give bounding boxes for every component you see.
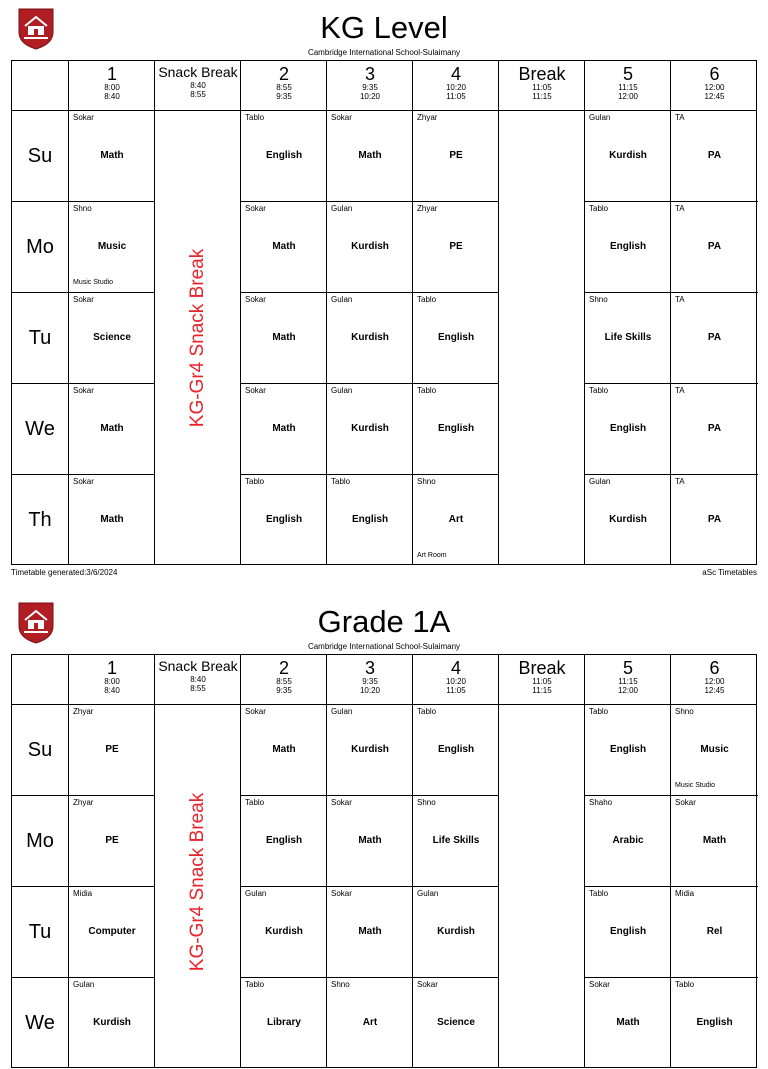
period-header [241, 655, 327, 695]
lesson-cell [671, 111, 758, 202]
subject-name: English [609, 422, 647, 434]
period-start-time: 12:00 [704, 677, 725, 686]
lesson-cell [671, 202, 758, 293]
lesson-cell [241, 293, 327, 384]
period-label: 6 [709, 658, 720, 678]
subject-name: Life Skills [604, 331, 652, 343]
teacher-name: TA [675, 295, 685, 304]
period-start-time: 8:55 [276, 677, 292, 686]
period-header [155, 61, 241, 99]
period-label: 3 [364, 658, 375, 678]
period-end-time: 11:15 [532, 686, 552, 695]
subject-name: English [351, 513, 389, 525]
lesson-cell [327, 293, 413, 384]
period-header [671, 61, 758, 101]
period-header [241, 61, 327, 101]
lesson-cell [671, 475, 758, 566]
period-end-time: 11:05 [446, 92, 466, 101]
subject-name: Math [100, 513, 124, 525]
lesson-cell [69, 887, 155, 978]
subject-name: Math [272, 422, 296, 434]
period-label: 4 [450, 64, 461, 84]
teacher-name: Sokar [589, 980, 610, 989]
room-name: Music Studio [73, 279, 114, 286]
period-label: 5 [622, 658, 633, 678]
subject-name: English [265, 834, 303, 846]
lesson-cell [585, 293, 671, 384]
subject-name: English [609, 743, 647, 755]
subject-name: Math [358, 834, 382, 846]
subject-name: Music [97, 240, 127, 252]
teacher-name: Gulan [73, 980, 95, 989]
period-header [585, 655, 671, 695]
period-end-time: 10:20 [359, 686, 381, 695]
subject-name: English [437, 422, 475, 434]
day-label: Mo [26, 235, 54, 258]
lesson-cell [69, 475, 155, 566]
lesson-cell [69, 202, 155, 293]
teacher-name: Tablo [589, 889, 609, 898]
school-name: Cambridge International School-Sulaimany [307, 48, 461, 57]
subject-name: PA [707, 513, 722, 525]
period-label: 2 [278, 658, 289, 678]
teacher-name: Shno [417, 798, 436, 807]
teacher-name: Tablo [245, 798, 265, 807]
teacher-name: Sokar [245, 295, 266, 304]
day-label: Tu [28, 326, 52, 349]
subject-name: PA [707, 149, 722, 161]
period-start-time: 12:00 [704, 83, 725, 92]
subject-name: Kurdish [437, 925, 475, 937]
footer-generated-date: Timetable generated:3/6/2024 [11, 568, 118, 577]
lesson-cell [413, 705, 499, 796]
lesson-cell [241, 384, 327, 475]
timetable-grid [11, 654, 757, 1068]
subject-name: Math [272, 331, 296, 343]
teacher-name: Midia [675, 889, 695, 898]
subject-name: PA [707, 331, 722, 343]
teacher-name: Gulan [589, 477, 611, 486]
teacher-name: Sokar [331, 798, 352, 807]
period-end-time: 12:00 [617, 686, 639, 695]
period-end-time: 9:35 [276, 92, 292, 101]
subject-name: Kurdish [609, 149, 647, 161]
period-start-time: 9:35 [362, 83, 378, 92]
timetable-section [0, 594, 768, 1034]
lesson-cell [671, 293, 758, 384]
period-end-time: 8:55 [190, 90, 206, 99]
lesson-cell [327, 796, 413, 887]
room-name: Music Studio [675, 782, 716, 789]
subject-name: Math [702, 834, 727, 846]
lesson-cell [585, 202, 671, 293]
subject-name: Life Skills [432, 834, 480, 846]
lesson-cell [413, 111, 499, 202]
school-name: Cambridge International School-Sulaimany [307, 642, 461, 651]
teacher-name: Tablo [245, 477, 265, 486]
period-header [155, 655, 241, 693]
subject-name: Kurdish [351, 422, 389, 434]
teacher-name: Tablo [245, 113, 265, 122]
teacher-name: Gulan [417, 889, 439, 898]
lesson-cell [327, 705, 413, 796]
subject-name: Kurdish [351, 331, 389, 343]
lesson-cell [413, 202, 499, 293]
period-start-time: 11:05 [532, 83, 552, 92]
teacher-name: Tablo [675, 980, 695, 989]
period-header [499, 61, 585, 101]
teacher-name: Tablo [589, 204, 609, 213]
period-label: Break [518, 658, 566, 678]
period-end-time: 11:15 [532, 92, 552, 101]
subject-name: English [609, 925, 647, 937]
subject-name: English [265, 149, 303, 161]
subject-name: English [265, 513, 303, 525]
period-start-time: 11:15 [618, 677, 638, 686]
teacher-name: Zhyar [417, 113, 438, 122]
lesson-cell [241, 887, 327, 978]
lesson-cell [69, 384, 155, 475]
lesson-cell [327, 384, 413, 475]
teacher-name: Tablo [417, 386, 437, 395]
period-header [69, 655, 155, 695]
lesson-cell [241, 705, 327, 796]
lesson-cell [585, 705, 671, 796]
teacher-name: Tablo [331, 477, 351, 486]
period-end-time: 8:40 [104, 92, 120, 101]
lesson-cell [413, 293, 499, 384]
teacher-name: Sokar [73, 113, 94, 122]
lesson-cell [585, 796, 671, 887]
teacher-name: Zhyar [417, 204, 438, 213]
teacher-name: Gulan [331, 295, 353, 304]
lesson-cell [241, 202, 327, 293]
teacher-name: Midia [73, 889, 93, 898]
teacher-name: Shno [73, 204, 92, 213]
lesson-cell [413, 384, 499, 475]
subject-name: Math [272, 743, 296, 755]
period-end-time: 8:55 [190, 684, 206, 693]
period-label: 2 [278, 64, 289, 84]
subject-name: PE [449, 149, 463, 161]
lesson-cell [69, 796, 155, 887]
subject-name: Math [100, 422, 124, 434]
snack-break-label: KG-Gr4 Snack Break [187, 792, 208, 972]
lesson-cell [327, 475, 413, 566]
teacher-name: Sokar [73, 295, 94, 304]
teacher-name: Gulan [331, 204, 353, 213]
room-name: Art Room [417, 552, 447, 559]
lesson-cell [671, 887, 758, 978]
subject-name: Computer [88, 925, 136, 937]
lesson-cell [671, 384, 758, 475]
lesson-cell [585, 887, 671, 978]
teacher-name: Sokar [245, 386, 266, 395]
period-header [413, 655, 499, 695]
period-label: 1 [106, 64, 117, 84]
timetable-grid [11, 60, 757, 565]
lesson-cell [585, 384, 671, 475]
period-header [69, 61, 155, 101]
lesson-cell [671, 796, 758, 887]
day-label: Th [28, 508, 52, 531]
period-label: Break [518, 64, 566, 84]
period-start-time: 10:20 [445, 677, 467, 686]
lesson-cell [327, 887, 413, 978]
subject-name: English [609, 240, 647, 252]
snack-break-label: KG-Gr4 Snack Break [187, 248, 208, 428]
period-label: 3 [364, 64, 375, 84]
day-label: Su [27, 144, 53, 167]
subject-name: Math [100, 149, 124, 161]
period-start-time: 8:40 [190, 81, 206, 90]
teacher-name: TA [675, 113, 685, 122]
period-end-time: 11:05 [446, 686, 466, 695]
teacher-name: Shno [675, 707, 694, 716]
lesson-cell [413, 475, 499, 566]
teacher-name: Shno [589, 295, 608, 304]
period-start-time: 8:40 [190, 675, 206, 684]
teacher-name: Sokar [417, 980, 438, 989]
period-label: 4 [450, 658, 461, 678]
subject-name: PA [707, 240, 722, 252]
period-label: 6 [709, 64, 720, 84]
period-label: Snack Break [158, 658, 238, 674]
teacher-name: Gulan [331, 386, 353, 395]
lesson-cell [69, 705, 155, 796]
teacher-name: Sokar [331, 889, 352, 898]
period-end-time: 12:00 [617, 92, 639, 101]
subject-name: Kurdish [351, 240, 389, 252]
teacher-name: Gulan [331, 707, 353, 716]
subject-name: PA [707, 422, 722, 434]
subject-name: Music [700, 743, 729, 755]
period-start-time: 9:35 [362, 677, 378, 686]
subject-name: Math [272, 240, 296, 252]
lesson-cell [327, 202, 413, 293]
teacher-name: Shno [417, 477, 436, 486]
period-start-time: 10:20 [445, 83, 467, 92]
day-label: Tu [28, 920, 52, 943]
period-header [671, 655, 758, 695]
teacher-name: Tablo [417, 707, 437, 716]
teacher-name: Tablo [417, 295, 437, 304]
subject-name: Kurdish [265, 925, 303, 937]
period-label: Snack Break [158, 64, 238, 80]
subject-name: English [437, 331, 475, 343]
footer-software: aSc Timetables [702, 568, 757, 577]
timetable-title: KG Level [320, 10, 448, 45]
teacher-name: Shno [331, 980, 350, 989]
day-label: Mo [26, 829, 54, 852]
teacher-name: Sokar [73, 477, 94, 486]
subject-name: PE [105, 834, 119, 846]
subject-name: Art [448, 513, 464, 525]
period-start-time: 11:05 [532, 677, 552, 686]
subject-name: Kurdish [609, 513, 647, 525]
teacher-name: Sokar [73, 386, 94, 395]
teacher-name: Gulan [245, 889, 267, 898]
lesson-cell [241, 475, 327, 566]
period-header [327, 61, 413, 101]
period-end-time: 12:45 [704, 92, 725, 101]
teacher-name: Shaho [589, 798, 613, 807]
subject-name: PE [449, 240, 463, 252]
period-end-time: 8:40 [104, 686, 120, 695]
period-label: 5 [622, 64, 633, 84]
teacher-name: Tablo [589, 386, 609, 395]
day-label: Su [27, 738, 53, 761]
period-header [499, 655, 585, 695]
teacher-name: Tablo [589, 707, 609, 716]
period-start-time: 8:00 [104, 83, 120, 92]
subject-name: PE [105, 743, 119, 755]
subject-name: Arabic [612, 834, 644, 846]
lesson-cell [69, 111, 155, 202]
period-end-time: 10:20 [359, 92, 381, 101]
teacher-name: TA [675, 386, 685, 395]
teacher-name: Tablo [245, 980, 265, 989]
period-header [585, 61, 671, 101]
subject-name: Math [358, 925, 382, 937]
period-start-time: 8:55 [276, 83, 292, 92]
day-label: We [25, 417, 55, 440]
subject-name: Kurdish [351, 743, 389, 755]
period-header [327, 655, 413, 695]
subject-name: Science [93, 331, 131, 343]
timetable-title: Grade 1A [317, 604, 451, 639]
teacher-name: TA [675, 477, 685, 486]
teacher-name: Zhyar [73, 707, 94, 716]
lesson-cell [671, 705, 758, 796]
lesson-cell [69, 293, 155, 384]
subject-name: Kurdish [93, 1016, 131, 1028]
teacher-name: Gulan [589, 113, 611, 122]
subject-name: Math [358, 149, 382, 161]
lesson-cell [585, 475, 671, 566]
period-header [413, 61, 499, 101]
subject-name: Rel [706, 925, 723, 937]
teacher-name: TA [675, 204, 685, 213]
lesson-cell [413, 796, 499, 887]
teacher-name: Sokar [675, 798, 696, 807]
teacher-name: Sokar [245, 204, 266, 213]
lesson-cell [241, 111, 327, 202]
lesson-cell [241, 796, 327, 887]
teacher-name: Zhyar [73, 798, 94, 807]
subject-name: Math [616, 1016, 640, 1028]
subject-name: Art [362, 1016, 378, 1028]
lesson-cell [585, 111, 671, 202]
teacher-name: Sokar [331, 113, 352, 122]
period-end-time: 12:45 [704, 686, 725, 695]
lesson-cell [327, 111, 413, 202]
period-start-time: 8:00 [104, 677, 120, 686]
period-end-time: 9:35 [276, 686, 292, 695]
period-label: 1 [106, 658, 117, 678]
subject-name: English [437, 743, 475, 755]
teacher-name: Sokar [245, 707, 266, 716]
subject-name: English [696, 1016, 733, 1028]
subject-name: Science [437, 1016, 475, 1028]
subject-name: Library [267, 1016, 301, 1028]
period-start-time: 11:15 [618, 83, 638, 92]
lesson-cell [413, 887, 499, 978]
day-label: We [25, 1011, 55, 1034]
